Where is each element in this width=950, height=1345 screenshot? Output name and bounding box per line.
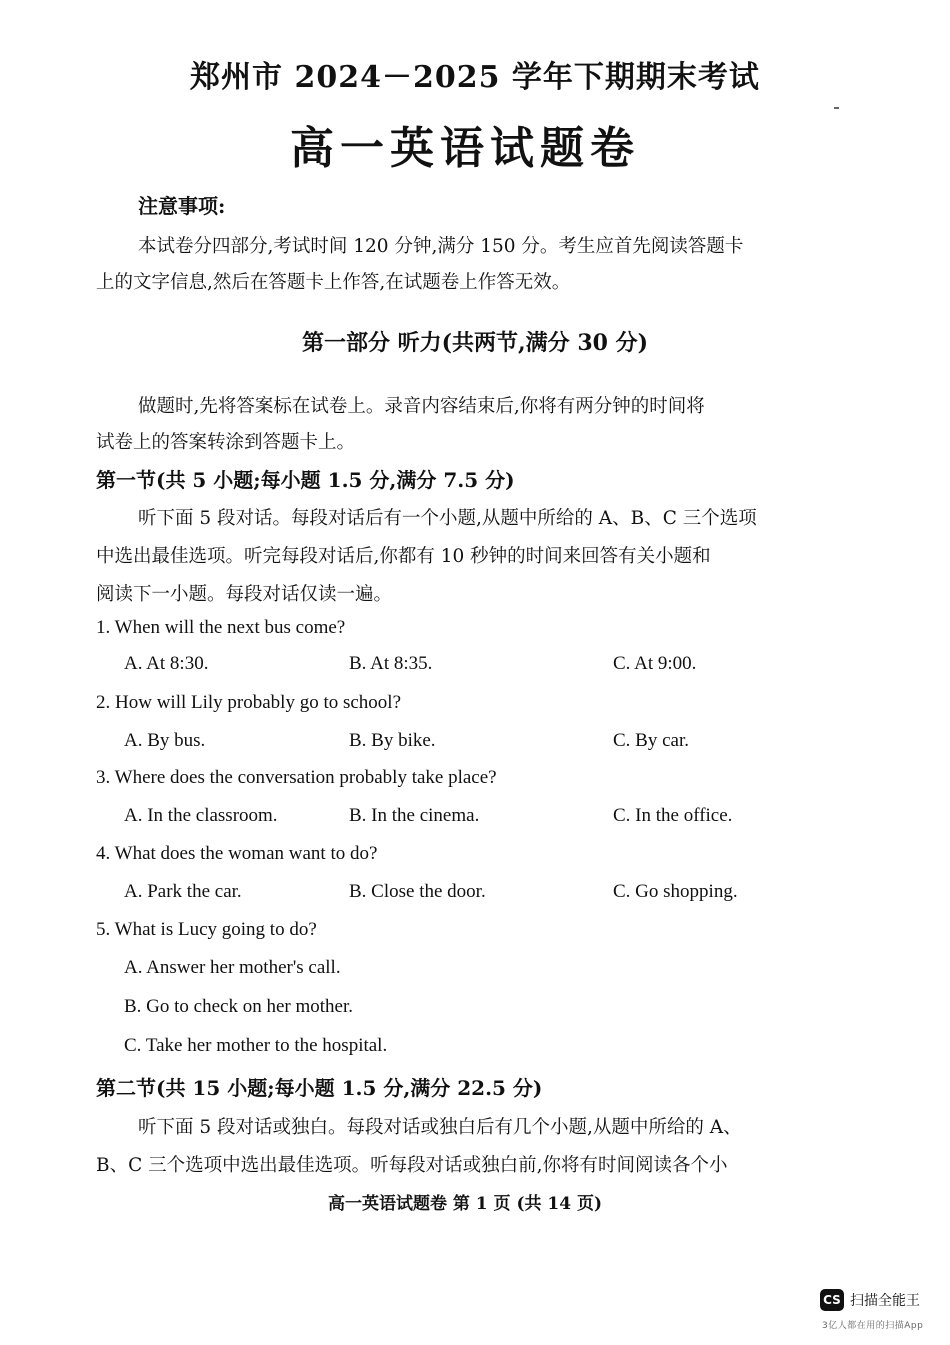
notice-heading: 注意事项: [138,194,226,218]
question-3-option-a: A. In the classroom. [124,805,278,826]
question-4-option-c: C. Go shopping. [613,881,738,902]
scan-speck [834,107,839,109]
question-3-option-b: B. In the cinema. [349,805,480,826]
question-5-option-c: C. Take her mother to the hospital. [124,1035,388,1056]
section2-instruction-line-2: B、C 三个选项中选出最佳选项。听每段对话或独白前,你将有时间阅读各个小 [96,1155,728,1176]
question-2-stem: 2. How will Lily probably go to school? [96,692,402,713]
part1-intro-line-2: 试卷上的答案转涂到答题卡上。 [96,432,356,453]
section2-instruction-line-1: 听下面 5 段对话或独白。每段对话或独白后有几个小题,从题中所给的 A、 [138,1117,742,1138]
part1-intro-line-1: 做题时,先将答案标在试卷上。录音内容结束后,你将有两分钟的时间将 [138,396,705,417]
question-2-option-b: B. By bike. [349,730,436,751]
question-1-option-b: B. At 8:35. [349,653,433,674]
paper-title: 高一英语试题卷 [290,123,640,174]
question-4-stem: 4. What does the woman want to do? [96,843,378,864]
question-3-option-c: C. In the office. [613,805,733,826]
question-4-option-b: B. Close the door. [349,881,486,902]
question-1-option-c: C. At 9:00. [613,653,697,674]
section1-heading: 第一节(共 5 小题;每小题 1.5 分,满分 7.5 分) [96,468,515,492]
question-5-option-a: A. Answer her mother's call. [124,957,341,978]
question-5-stem: 5. What is Lucy going to do? [96,919,317,940]
section1-instruction-line-1: 听下面 5 段对话。每段对话后有一个小题,从题中所给的 A、B、C 三个选项 [138,508,757,529]
question-1-option-a: A. At 8:30. [124,653,209,674]
question-5-option-b: B. Go to check on her mother. [124,996,354,1017]
notice-line-1: 本试卷分四部分,考试时间 120 分钟,满分 150 分。考生应首先阅读答题卡 [138,236,744,257]
section2-heading: 第二节(共 15 小题;每小题 1.5 分,满分 22.5 分) [96,1076,543,1100]
watermark-brand: 扫描全能王 [850,1293,920,1309]
question-2-option-c: C. By car. [613,730,689,751]
section1-instruction-line-2: 中选出最佳选项。听完每段对话后,你都有 10 秒钟的时间来回答有关小题和 [96,546,711,567]
question-1-stem: 1. When will the next bus come? [96,617,346,638]
watermark-tagline: 3亿人都在用的扫描App [822,1321,924,1331]
section1-instruction-line-3: 阅读下一小题。每段对话仅读一遍。 [96,584,393,605]
part1-title: 第一部分 听力(共两节,满分 30 分) [301,330,649,356]
page-footer: 高一英语试题卷 第 1 页 (共 14 页) [327,1194,603,1214]
exam-title: 郑州市 2024－2025 学年下期期末考试 [190,60,760,95]
notice-line-2: 上的文字信息,然后在答题卡上作答,在试题卷上作答无效。 [96,272,571,293]
camscanner-logo-icon: CS [820,1289,844,1311]
question-4-option-a: A. Park the car. [124,881,242,902]
question-2-option-a: A. By bus. [124,730,206,751]
question-3-stem: 3. Where does the conversation probably take place? [96,767,497,788]
